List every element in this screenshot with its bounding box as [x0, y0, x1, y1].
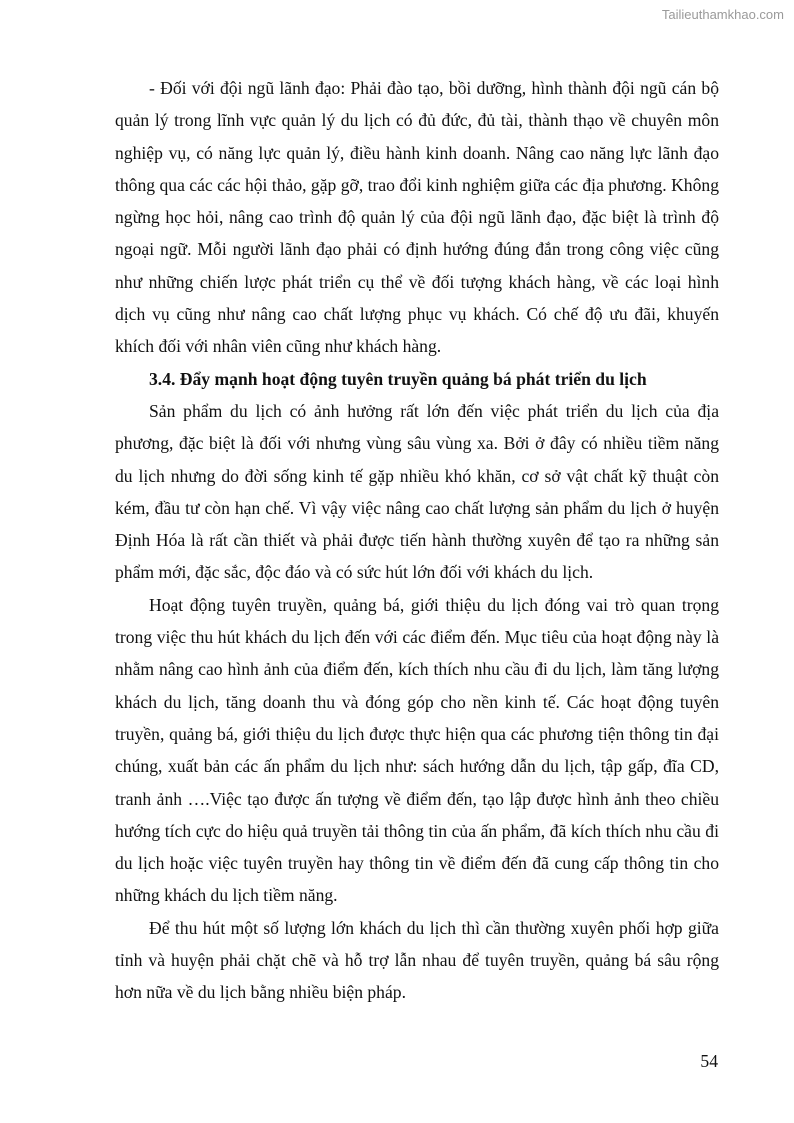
document-body — [115, 72, 719, 1009]
paragraph-leadership: - Đối với đội ngũ lãnh đạo: Phải đào tạo, bồi dưỡng, hình thành đội ngũ cán bộ quản lý trong lĩnh vực quản lý du lịch có đủ đức, đủ tài, thành thạo về chuyên môn nghiệp vụ, có năng lực quản lý, điều hành kinh doanh. Nâng cao năng lực lãnh đạo thông qua các các hội thảo, gặp gỡ, trao đổi kinh nghiệm giữa các địa phương. Không ngừng học hỏi, nâng cao trình độ quản lý của đội ngũ lãnh đạo, đặc biệt là trình độ ngoại ngữ. Mỗi người lãnh đạo phải có định hướng đúng đắn trong công việc cũng như những chiến lược phát triển cụ thể về đối tượng khách hàng, về các loại hình dịch vụ cũng như nâng cao chất lượng phục vụ khách. Có chế độ ưu đãi, khuyến khích đối với nhân viên cũng như khách hàng. — [115, 78, 719, 357]
watermark: Tailieuthamkhao.com — [661, 7, 784, 22]
paragraph-tourism-products: Sản phẩm du lịch có ảnh hưởng rất lớn đến việc phát triển du lịch của địa phương, đặc biệt là đối với nhưng vùng sâu vùng xa. Bởi ở đây có nhiều tiềm năng du lịch nhưng do đời sống kinh tế gặp nhiều khó khăn, cơ sở vật chất kỹ thuật còn kém, đầu tư còn hạn chế. Vì vậy việc nâng cao chất lượng sản phẩm du lịch ở huyện Định Hóa là rất cần thiết và phải được tiến hành thường xuyên để tạo ra những sản phẩm mới, đặc sắc, độc đáo và có sức hút lớn đối với khách du lịch. — [115, 400, 719, 583]
paragraph-promotion-activities: Hoạt động tuyên truyền, quảng bá, giới thiệu du lịch đóng vai trò quan trọng trong việc thu hút khách du lịch đến với các điểm đến. Mục tiêu của hoạt động này là nhằm nâng cao hình ảnh của điểm đến, kích thích nhu cầu đi du lịch, làm tăng lượng khách du lịch, tăng doanh thu và đóng góp cho nền kinh tế. Các hoạt động tuyên truyền, quảng bá, giới thiệu du lịch được thực hiện qua các phương tiện thông tin đại chúng, xuất bản các ấn phẩm du lịch như: sách hướng dẫn du lịch, tập gấp, đĩa CD, tranh ảnh ….Việc tạo được ấn tượng về điểm đến, tạo lập được hình ảnh theo chiều hướng tích cực do hiệu quả truyền tải thông tin của ấn phẩm, đã kích thích nhu cầu đi du lịch hoặc việc tuyên truyền hay thông tin về điểm đến đã cung cấp thông tin cho những khách du lịch tiềm năng. — [115, 594, 719, 906]
section-heading: 3.4. Đẩy mạnh hoạt động tuyên truyền quảng bá phát triển du lịch — [149, 368, 647, 389]
paragraph-coordination: Để thu hút một số lượng lớn khách du lịch thì cần thường xuyên phối hợp giữa tỉnh và huyện phải chặt chẽ và hỗ trợ lẫn nhau để tuyên truyền, quảng bá sâu rộng hơn nữa về du lịch bằng nhiều biện pháp. — [115, 917, 719, 1003]
page-number: 54 — [700, 1051, 718, 1071]
